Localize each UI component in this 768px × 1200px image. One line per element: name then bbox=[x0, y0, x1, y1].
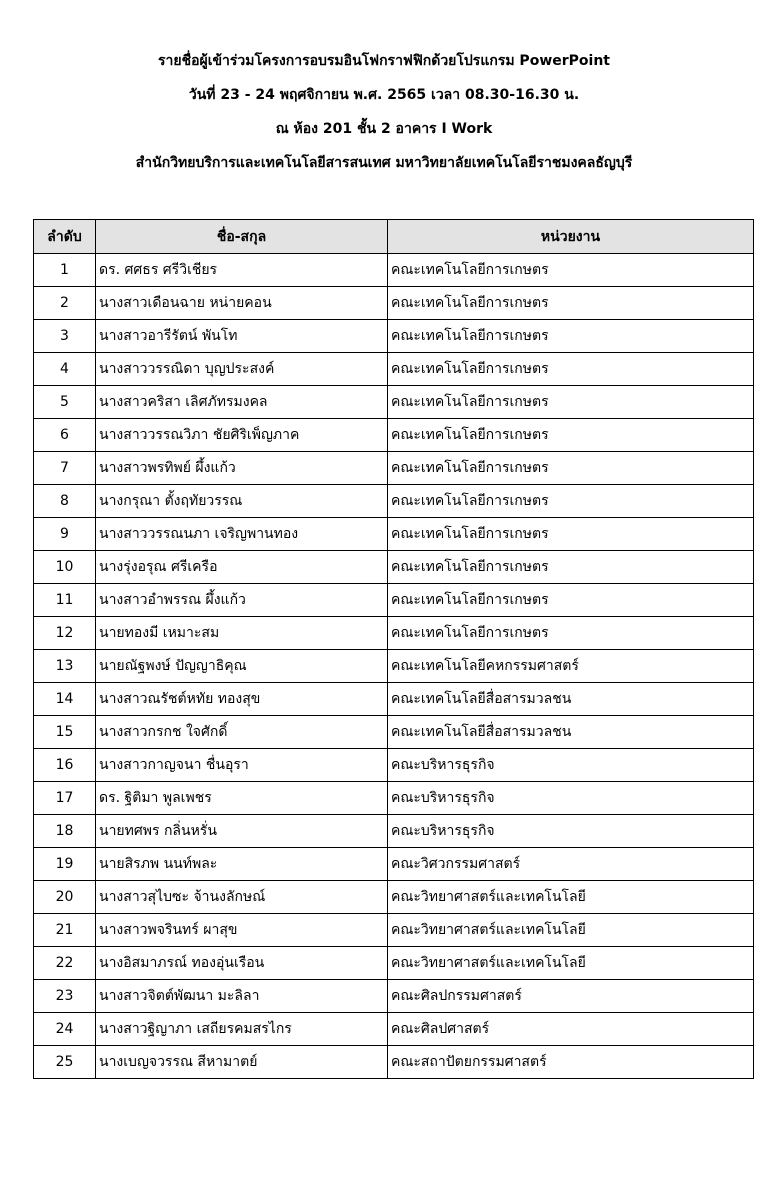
row-number: 17 bbox=[34, 782, 96, 815]
row-number: 5 bbox=[34, 386, 96, 419]
row-number: 12 bbox=[34, 617, 96, 650]
department: คณะบริหารธุรกิจ bbox=[388, 815, 754, 848]
table-row bbox=[34, 1013, 754, 1046]
table-row bbox=[34, 584, 754, 617]
table-row bbox=[34, 386, 754, 419]
participant-name: นางสาวกาญจนา ชื่นอุรา bbox=[96, 749, 388, 782]
table-row bbox=[34, 287, 754, 320]
department: คณะบริหารธุรกิจ bbox=[388, 749, 754, 782]
column-header-number: ลำดับ bbox=[34, 220, 96, 254]
table-row bbox=[34, 452, 754, 485]
participant-name: นายทองมี เหมาะสม bbox=[96, 617, 388, 650]
department: คณะเทคโนโลยีการเกษตร bbox=[388, 485, 754, 518]
document-header bbox=[0, 44, 768, 180]
department: คณะวิทยาศาสตร์และเทคโนโลยี bbox=[388, 914, 754, 947]
participant-name: นางสาวอารีรัตน์ พันโท bbox=[96, 320, 388, 353]
row-number: 1 bbox=[34, 254, 96, 287]
participant-name: นางสาวเดือนฉาย หน่ายคอน bbox=[96, 287, 388, 320]
row-number: 7 bbox=[34, 452, 96, 485]
row-number: 20 bbox=[34, 881, 96, 914]
row-number: 16 bbox=[34, 749, 96, 782]
table-row bbox=[34, 683, 754, 716]
participant-name: นางสาววรรณวิภา ชัยศิริเพ็ญภาค bbox=[96, 419, 388, 452]
participant-name: นางรุ่งอรุณ ศรีเครือ bbox=[96, 551, 388, 584]
department: คณะวิศวกรรมศาสตร์ bbox=[388, 848, 754, 881]
row-number: 23 bbox=[34, 980, 96, 1013]
participant-name: นางอิสมาภรณ์ ทองอุ่นเรือน bbox=[96, 947, 388, 980]
participant-name: นางสาวกรกช ใจศักดิ์ bbox=[96, 716, 388, 749]
row-number: 2 bbox=[34, 287, 96, 320]
row-number: 13 bbox=[34, 650, 96, 683]
row-number: 21 bbox=[34, 914, 96, 947]
table-row bbox=[34, 716, 754, 749]
department: คณะเทคโนโลยีการเกษตร bbox=[388, 419, 754, 452]
table-row bbox=[34, 320, 754, 353]
organizer: สำนักวิทยบริการและเทคโนโลยีสารสนเทศ มหาวิทยาลัยเทคโนโลยีราชมงคลธัญบุรี bbox=[135, 155, 633, 171]
table-row bbox=[34, 551, 754, 584]
department: คณะเทคโนโลยีสื่อสารมวลชน bbox=[388, 683, 754, 716]
row-number: 3 bbox=[34, 320, 96, 353]
table-row bbox=[34, 419, 754, 452]
department: คณะศิลปศาสตร์ bbox=[388, 1013, 754, 1046]
table-row bbox=[34, 617, 754, 650]
department: คณะเทคโนโลยีคหกรรมศาสตร์ bbox=[388, 650, 754, 683]
department: คณะเทคโนโลยีการเกษตร bbox=[388, 518, 754, 551]
department: คณะสถาปัตยกรรมศาสตร์ bbox=[388, 1046, 754, 1079]
department: คณะวิทยาศาสตร์และเทคโนโลยี bbox=[388, 881, 754, 914]
row-number: 14 bbox=[34, 683, 96, 716]
table-row bbox=[34, 1046, 754, 1079]
row-number: 15 bbox=[34, 716, 96, 749]
department: คณะเทคโนโลยีการเกษตร bbox=[388, 386, 754, 419]
participant-name: นางเบญจวรรณ สีหามาตย์ bbox=[96, 1046, 388, 1079]
row-number: 22 bbox=[34, 947, 96, 980]
table-row bbox=[34, 353, 754, 386]
table-header-row bbox=[34, 220, 754, 254]
table-row bbox=[34, 881, 754, 914]
column-header-name: ชื่อ-สกุล bbox=[96, 220, 388, 254]
table-row bbox=[34, 749, 754, 782]
participant-name: นางสาวคริสา เลิศภัทรมงคล bbox=[96, 386, 388, 419]
table-row bbox=[34, 518, 754, 551]
department: คณะวิทยาศาสตร์และเทคโนโลยี bbox=[388, 947, 754, 980]
table-row bbox=[34, 782, 754, 815]
event-location: ณ ห้อง 201 ชั้น 2 อาคาร I Work bbox=[275, 121, 493, 137]
row-number: 18 bbox=[34, 815, 96, 848]
participant-name: นางสาววรรณิดา บุญประสงค์ bbox=[96, 353, 388, 386]
participant-name: นางสาวสุไบซะ จ้านงลักษณ์ bbox=[96, 881, 388, 914]
row-number: 11 bbox=[34, 584, 96, 617]
department: คณะศิลปกรรมศาสตร์ bbox=[388, 980, 754, 1013]
event-date-time: วันที่ 23 - 24 พฤศจิกายน พ.ศ. 2565 เวลา 08.30-16.30 น. bbox=[188, 87, 580, 103]
department: คณะเทคโนโลยีการเกษตร bbox=[388, 452, 754, 485]
department: คณะเทคโนโลยีการเกษตร bbox=[388, 254, 754, 287]
participant-name: นางสาวจิตต์พัฒนา มะลิลา bbox=[96, 980, 388, 1013]
row-number: 10 bbox=[34, 551, 96, 584]
participant-name: นางสาวฐิญาภา เสถียรคมสรไกร bbox=[96, 1013, 388, 1046]
table-row bbox=[34, 848, 754, 881]
participant-name: นางสาววรรณนภา เจริญพานทอง bbox=[96, 518, 388, 551]
row-number: 4 bbox=[34, 353, 96, 386]
participant-name: นางกรุณา ตั้งฤทัยวรรณ bbox=[96, 485, 388, 518]
participant-name: นายทศพร กลิ่นหรั่น bbox=[96, 815, 388, 848]
table-row bbox=[34, 815, 754, 848]
row-number: 25 bbox=[34, 1046, 96, 1079]
participant-name: ดร. ศศธร ศรีวิเชียร bbox=[96, 254, 388, 287]
table-row bbox=[34, 650, 754, 683]
participant-name: นางสาวอำพรรณ ผึ้งแก้ว bbox=[96, 584, 388, 617]
department: คณะเทคโนโลยีสื่อสารมวลชน bbox=[388, 716, 754, 749]
department: คณะเทคโนโลยีการเกษตร bbox=[388, 617, 754, 650]
row-number: 24 bbox=[34, 1013, 96, 1046]
row-number: 8 bbox=[34, 485, 96, 518]
table-row bbox=[34, 980, 754, 1013]
participant-name: นายณัฐพงษ์ ปัญญาธิคุณ bbox=[96, 650, 388, 683]
document-title: รายชื่อผู้เข้าร่วมโครงการอบรมอินโฟกราฟฟิกด้วยโปรแกรม PowerPoint bbox=[158, 53, 610, 69]
table-row bbox=[34, 485, 754, 518]
department: คณะเทคโนโลยีการเกษตร bbox=[388, 320, 754, 353]
row-number: 19 bbox=[34, 848, 96, 881]
table-row bbox=[34, 914, 754, 947]
participant-name: ดร. ฐิติมา พูลเพชร bbox=[96, 782, 388, 815]
participant-name: นายสิรภพ นนท์พละ bbox=[96, 848, 388, 881]
department: คณะเทคโนโลยีการเกษตร bbox=[388, 551, 754, 584]
row-number: 6 bbox=[34, 419, 96, 452]
row-number: 9 bbox=[34, 518, 96, 551]
participant-name: นางสาวพจรินทร์ ผาสุข bbox=[96, 914, 388, 947]
department: คณะเทคโนโลยีการเกษตร bbox=[388, 584, 754, 617]
department: คณะบริหารธุรกิจ bbox=[388, 782, 754, 815]
department: คณะเทคโนโลยีการเกษตร bbox=[388, 353, 754, 386]
table-row bbox=[34, 254, 754, 287]
department: คณะเทคโนโลยีการเกษตร bbox=[388, 287, 754, 320]
participant-name: นางสาวณรัชต์หทัย ทองสุข bbox=[96, 683, 388, 716]
column-header-department: หน่วยงาน bbox=[388, 220, 754, 254]
participants-table bbox=[33, 219, 754, 1079]
participant-name: นางสาวพรทิพย์ ผึ้งแก้ว bbox=[96, 452, 388, 485]
table-row bbox=[34, 947, 754, 980]
